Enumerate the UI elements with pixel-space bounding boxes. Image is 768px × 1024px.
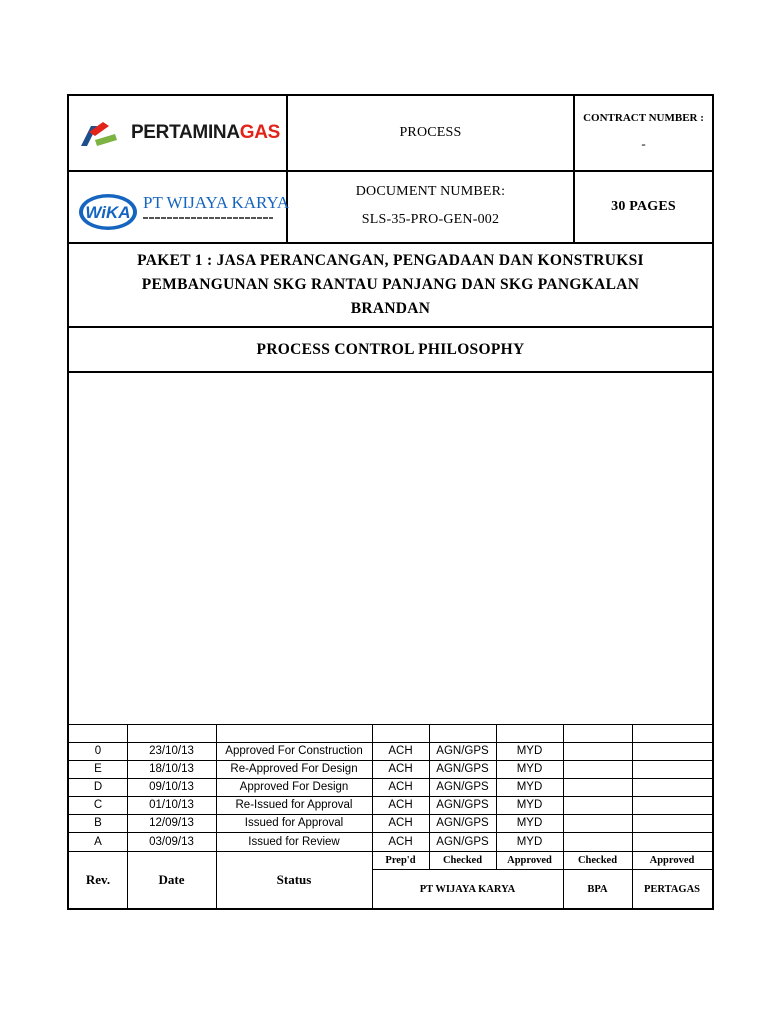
document-number-label: DOCUMENT NUMBER: [355,184,506,199]
revision-checked: AGN/GPS [436,763,489,775]
page-count: 30 PAGES [611,199,676,214]
wika-badge-icon [77,192,139,232]
revision-header-status: Status [276,871,312,887]
page-count-cell [575,172,712,242]
document-number-value: SLS-35-PRO-GEN-002 [361,212,500,227]
signoff-prepared-label: Prep'd [385,854,416,866]
revision-date: 01/10/13 [149,799,194,811]
revision-status: Approved For Design [239,781,349,793]
revision-rev: C [93,799,103,811]
revision-status: Re-Issued for Approval [235,799,353,811]
revision-approved: MYD [516,835,543,848]
pertamina-emblem-icon [75,118,125,148]
revision-rev: E [94,763,102,775]
wika-logo [69,172,290,242]
revision-status: Issued for Approval [244,817,344,829]
revision-date: 18/10/13 [149,763,194,775]
revision-prepared: ACH [388,799,413,811]
department-label: PROCESS [399,125,462,140]
contract-number-cell [575,96,712,170]
project-title [69,244,712,326]
signoff-bpa-label: BPA [587,883,608,895]
revision-date: 12/09/13 [149,817,194,829]
contract-number-value: - [641,136,646,151]
revision-date: 09/10/13 [149,781,194,793]
project-title-line: BRANDAN [350,300,431,317]
wika-tagline-graphic [143,217,273,219]
document-title-cell [69,328,712,371]
signoff-checked-bpa-label: Checked [577,854,618,866]
revision-checked: AGN/GPS [436,817,489,829]
revision-status: Re-Approved For Design [230,763,358,775]
signoff-wika-label: PT WIJAYA KARYA [419,883,516,895]
revision-checked: AGN/GPS [436,745,489,757]
revision-approved: MYD [516,781,543,793]
revision-approved: MYD [516,799,543,811]
revision-checked: AGN/GPS [436,781,489,793]
revision-date: 03/09/13 [149,835,194,848]
revision-approved: MYD [516,745,543,757]
revision-prepared: ACH [388,745,413,757]
signoff-approved-pertagas-label: Approved [649,854,695,866]
revision-prepared: ACH [388,817,413,829]
revision-rev: D [93,781,103,793]
pertamina-logo-accent: GAS [239,122,281,143]
project-title-line: PAKET 1 : JASA PERANCANGAN, PENGADAAN DAN KONSTRUKSI [137,252,644,269]
revision-prepared: ACH [388,763,413,775]
wika-company-name: PT WIJAYA KARYA [143,193,290,212]
revision-rev: 0 [94,745,102,757]
revision-table-border [69,724,712,725]
signoff-approved-label: Approved [507,854,552,866]
title-divider [69,371,712,373]
revision-header-rev: Rev. [85,871,111,887]
revision-approved: MYD [516,817,543,829]
pertamina-logo [69,96,286,170]
wika-badge-text: WiKA [85,203,131,222]
contract-number-label: CONTRACT NUMBER : [583,112,704,124]
project-title-line: PEMBANGUNAN SKG RANTAU PANJANG DAN SKG PANGKALAN [141,276,640,293]
revision-rev: B [94,817,102,829]
revision-status: Approved For Construction [225,745,363,757]
revision-checked: AGN/GPS [436,835,489,848]
document-title: PROCESS CONTROL PHILOSOPHY [256,340,525,358]
signoff-pertagas-label: PERTAGAS [643,883,701,895]
revision-status: Issued for Review [248,835,340,848]
revision-checked: AGN/GPS [436,799,489,811]
revision-header-date: Date [158,871,185,887]
revision-date: 23/10/13 [149,745,194,757]
revision-rev: A [94,835,102,848]
pertamina-logo-text: PERTAMINA [130,122,240,143]
department-cell [288,96,573,170]
signoff-checked-label: Checked [442,854,483,866]
revision-prepared: ACH [388,835,413,848]
revision-prepared: ACH [388,781,413,793]
document-cover-sheet [67,94,714,910]
revision-approved: MYD [516,763,543,775]
document-number-cell [288,172,573,242]
